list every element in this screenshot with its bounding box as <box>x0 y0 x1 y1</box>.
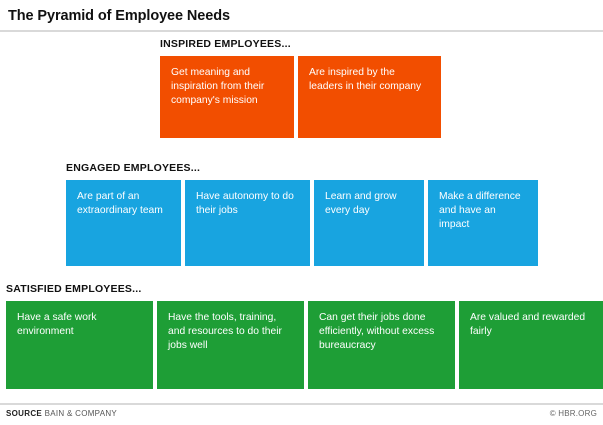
tier-box-inspired-1: Get meaning and inspiration from their company's mission <box>160 56 294 138</box>
tier-box-satisfied-1: Have a safe work environment <box>6 301 153 389</box>
source-name: BAIN & COMPANY <box>44 409 118 418</box>
tier-row-satisfied <box>6 301 603 389</box>
tier-label-satisfied: SATISFIED EMPLOYEES... <box>6 283 142 295</box>
tier-box-engaged-1: Are part of an extraordinary team <box>66 180 181 266</box>
tier-box-satisfied-3: Can get their jobs done efficiently, without excess bureaucracy <box>308 301 455 389</box>
title-divider <box>0 30 603 32</box>
tier-box-engaged-4: Make a difference and have an impact <box>428 180 538 266</box>
credit-label: © HBR.ORG <box>549 409 597 418</box>
tier-row-engaged <box>66 180 538 266</box>
tier-box-satisfied-4: Are valued and rewarded fairly <box>459 301 603 389</box>
tier-box-engaged-3: Learn and grow every day <box>314 180 424 266</box>
tier-box-satisfied-2: Have the tools, training, and resources to do their jobs well <box>157 301 304 389</box>
tier-label-engaged: ENGAGED EMPLOYEES... <box>66 162 201 174</box>
tier-label-inspired: INSPIRED EMPLOYEES... <box>160 38 291 50</box>
page-title: The Pyramid of Employee Needs <box>8 8 230 24</box>
source-label: SOURCE <box>6 409 43 418</box>
footer-divider <box>0 403 603 405</box>
tier-row-inspired <box>160 56 441 138</box>
tier-box-inspired-2: Are inspired by the leaders in their company <box>298 56 441 138</box>
tier-box-engaged-2: Have autonomy to do their jobs <box>185 180 310 266</box>
source-note <box>6 409 117 418</box>
